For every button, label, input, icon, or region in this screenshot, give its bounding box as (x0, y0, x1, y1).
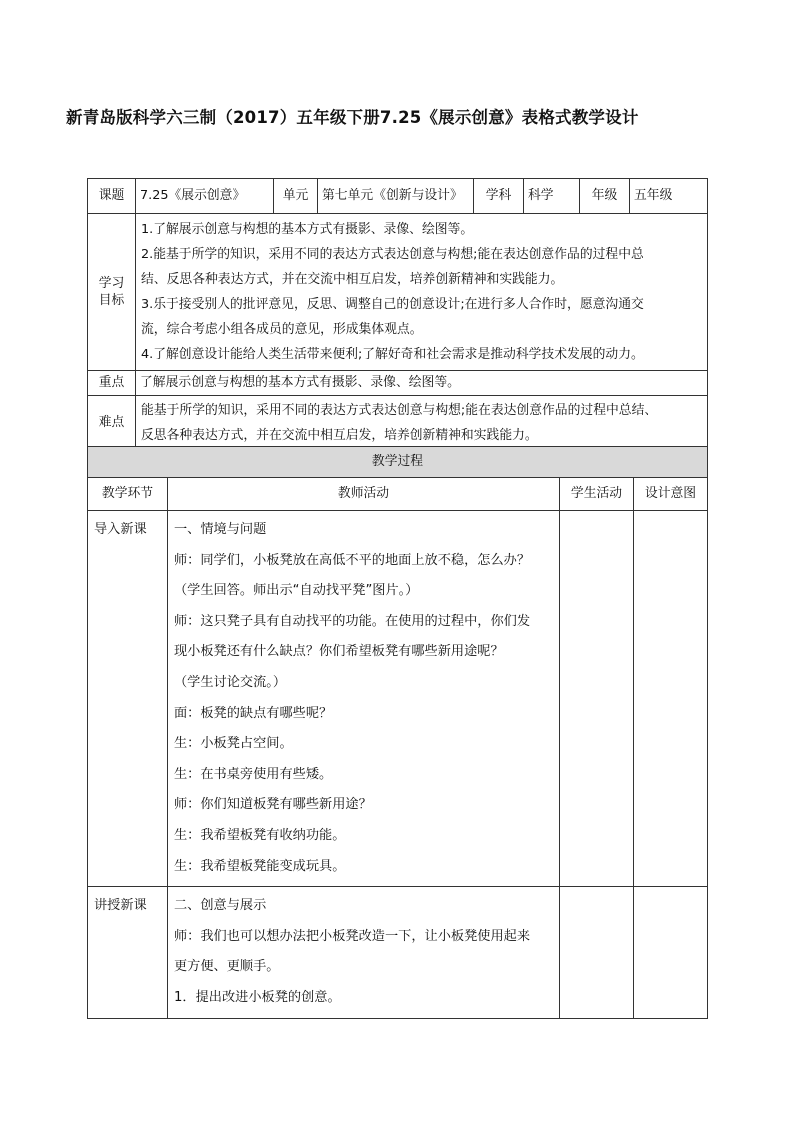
subject-value: 科学 (524, 179, 580, 214)
activity-line: （学生回答。师出示“自动找平凳”图片。） (174, 583, 419, 599)
document-title: 新青岛版科学六三制（2017）五年级下册7.25《展示创意》表格式教学设计 (66, 108, 639, 127)
teacher-activity-cell (168, 887, 560, 1018)
activity-line: 二、创意与展示 (174, 898, 267, 914)
table-row (88, 887, 708, 1018)
key-point-label: 重点 (88, 371, 136, 396)
student-activity-cell (560, 511, 634, 887)
objective-line: 1.了解展示创意与构想的基本方式有摄影、录像、绘图等。 (141, 222, 474, 237)
grade-value: 五年级 (630, 179, 708, 214)
activity-line: 师：这只凳子具有自动找平的功能。在使用的过程中，你们发 (174, 613, 531, 629)
design-intent-cell (634, 511, 708, 887)
activity-line: 面：板凳的缺点有哪些呢？ (174, 705, 333, 721)
objective-line: 2.能基于所学的知识，采用不同的表达方式表达创意与构想;能在表达创意作品的过程中总 (141, 247, 644, 262)
design-intent-cell (634, 887, 708, 1018)
subject-label: 学科 (474, 179, 524, 214)
unit-label: 单元 (274, 179, 318, 214)
activity-line: 更方便、更顺手。 (174, 959, 280, 975)
column-header-teacher: 教师活动 (168, 478, 560, 511)
objectives-content (136, 214, 708, 371)
activity-line: 现小板凳还有什么缺点？你们希望板凳有哪些新用途呢？ (174, 644, 504, 660)
activity-line: 师：我们也可以想办法把小板凳改造一下，让小板凳使用起来 (174, 928, 531, 944)
table-row (88, 511, 708, 887)
difficulty-line: 能基于所学的知识，采用不同的表达方式表达创意与构想;能在表达创意作品的过程中总结、 (141, 403, 658, 418)
difficulty-label: 难点 (88, 396, 136, 451)
objective-line: 结、反思各种表达方式，并在交流中相互启发，培养创新精神和实践能力。 (141, 272, 564, 287)
lesson-label: 课题 (88, 179, 136, 214)
unit-value: 第七单元《创新与设计》 (318, 179, 474, 214)
objectives-label (88, 214, 136, 371)
column-header-stage: 教学环节 (88, 478, 168, 511)
stage-label: 导入新课 (94, 522, 147, 537)
column-header-student: 学生活动 (560, 478, 634, 511)
activity-line: 师：同学们，小板凳放在高低不平的地面上放不稳，怎么办？ (174, 552, 531, 568)
activity-line: 生：在书桌旁使用有些矮。 (174, 766, 333, 782)
activity-line: 一、情境与问题 (174, 522, 267, 537)
objective-line: 4.了解创意设计能给人类生活带来便利;了解好奇和社会需求是推动科学技术发展的动力。 (141, 347, 644, 362)
objective-line: 3.乐于接受别人的批评意见，反思、调整自己的创意设计;在进行多人合作时，愿意沟通交 (141, 297, 644, 312)
column-header-design: 设计意图 (634, 478, 708, 511)
grade-label: 年级 (580, 179, 630, 214)
stage-cell (88, 511, 168, 887)
activity-line: 师：你们知道板凳有哪些新用途？ (174, 797, 372, 813)
difficulty-content (136, 396, 708, 451)
key-point-value: 了解展示创意与构想的基本方式有摄影、录像、绘图等。 (136, 371, 708, 396)
objectives-label-line-2: 目标 (98, 293, 125, 308)
teacher-activity-cell (168, 511, 560, 887)
teaching-process-table (87, 446, 708, 1019)
student-activity-cell (560, 887, 634, 1018)
stage-label: 讲授新课 (94, 898, 147, 914)
activity-line: 生：小板凳占空间。 (174, 736, 293, 752)
difficulty-line: 反思各种表达方式，并在交流中相互启发，培养创新精神和实践能力。 (141, 428, 538, 443)
activity-line: （学生讨论交流。） (174, 674, 287, 690)
lesson-value: 7.25《展示创意》 (136, 179, 274, 214)
activity-line: 1．提出改进小板凳的创意。 (174, 989, 341, 1005)
activity-line: 生：我希望板凳能变成玩具。 (174, 858, 346, 874)
stage-cell (88, 887, 168, 1018)
section-title: 教学过程 (88, 447, 708, 478)
objectives-label-line-1: 学习 (98, 275, 125, 291)
lesson-info-table (87, 178, 708, 451)
objective-line: 流，综合考虑小组各成员的意见，形成集体观点。 (141, 322, 423, 337)
activity-line: 生：我希望板凳有收纳功能。 (174, 827, 346, 843)
